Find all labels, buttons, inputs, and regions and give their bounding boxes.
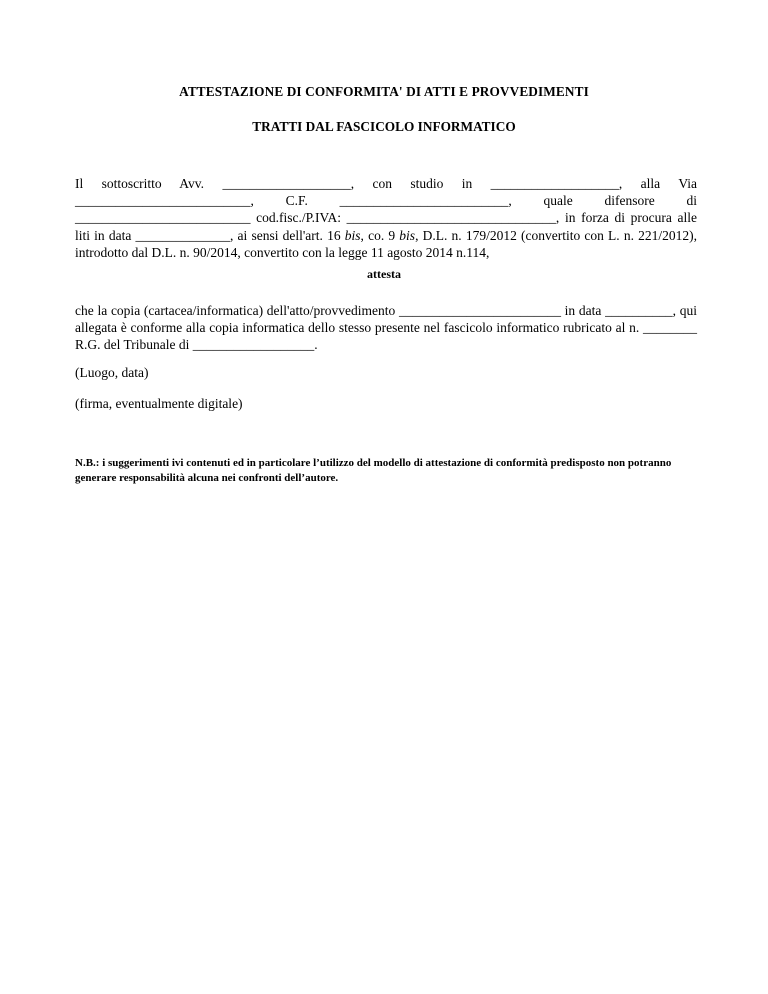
document-title-line2: TRATTI DAL FASCICOLO INFORMATICO [252, 119, 516, 134]
attestation-paragraph: che la copia (cartacea/informatica) dell'atto/provvedimento ________________________ in data __________, qui allegata è conforme alla copia informatica dello stesso presente nel fascicolo informatico rubricato al n. ________ R.G. del Tribunale di __________________. [75, 303, 697, 353]
disclaimer-note: N.B.: i suggerimenti ivi contenuti ed in particolare l’utilizzo del modello di attestazione di conformità predisposto non potranno generare responsabilità alcuna nei confronti dell’autore. [75, 457, 672, 484]
declaration-text-part1: Il sottoscritto Avv. ___________________, con studio in ___________________, alla Via __________________________, C.F. _________________________, quale difensore di __________________________ cod.fisc./P.IVA: _______________________________, in forza di procura alle liti in data ______________, ai sensi dell'art. 16 [75, 176, 697, 243]
declaration-text-part2: , co. 9 [360, 227, 400, 243]
place-date-line: (Luogo, data) [75, 365, 149, 380]
bis-italic-2: bis [399, 227, 416, 243]
attesta-heading: attesta [367, 267, 401, 281]
document-title-line1: ATTESTAZIONE DI CONFORMITA' DI ATTI E PROVVEDIMENTI [179, 84, 589, 99]
bis-italic-1: bis [344, 227, 361, 243]
signature-line: (firma, eventualmente digitale) [75, 396, 243, 411]
declaration-text-part3: , D.L. n. 179/2012 (convertito con L. n. 221/2012), introdotto dal D.L. n. 90/2014, convertito con la legge 11 agosto 2014 n.114, [75, 227, 698, 260]
declaration-paragraph [75, 175, 697, 261]
